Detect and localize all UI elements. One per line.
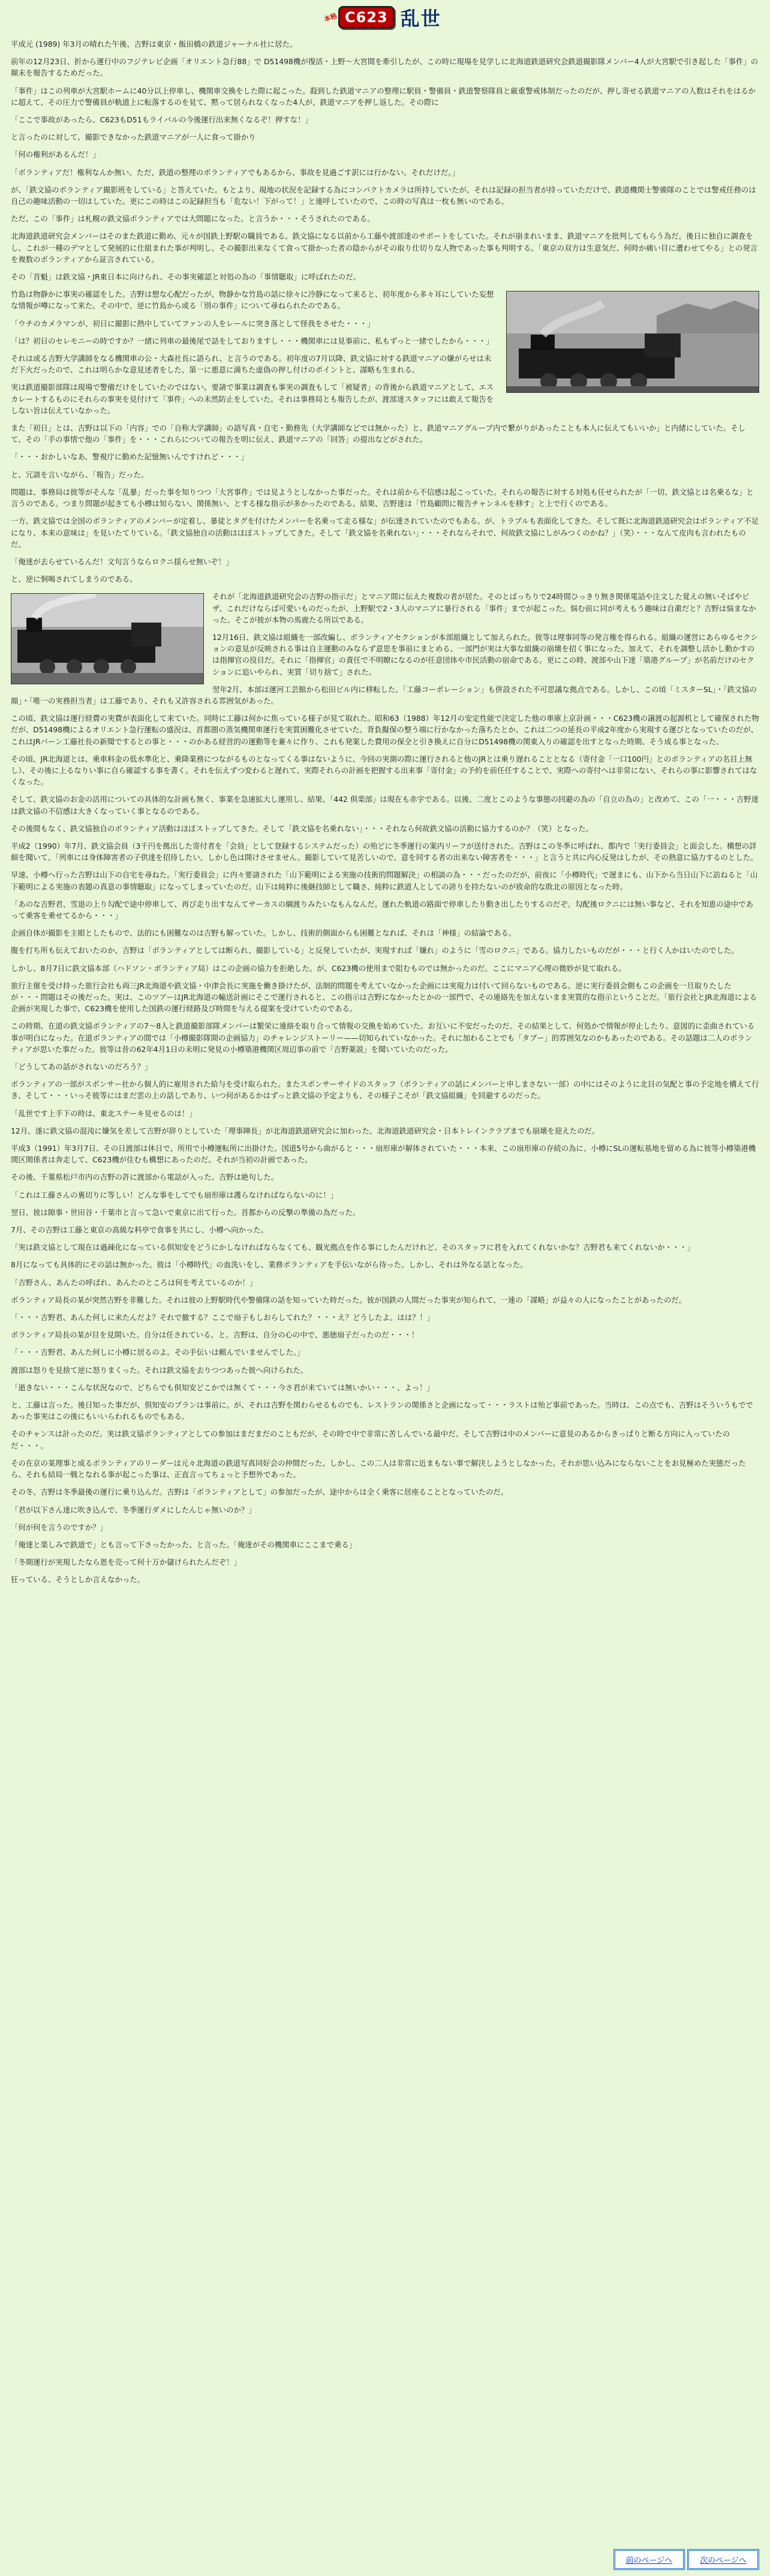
paragraph: その冬、吉野は冬季最後の運行に乗り込んだ。吉野は「ボランティアとして」の参加だったが、途中からは全く乗客に居座ることとなっていたのだ。 (11, 1487, 509, 1497)
paragraph: 北海道鉄道研究会メンバーはそのまた鉄道に勤め、元々が国鉄上野駅の職員である。鉄文協になる以前から工藤や渡部達のサポートをしていた。それが崩まれいまま、鉄道マニアを批判してもらう為だ。後日に独自に調査をし、これが一種のデマとして発展的に仕組まれた事が判明し、その撮影出来なくて食って掛かった者の陰からがその取り仕切りな人物であった事も判明する。「東京の双方は生意気だ、何時か痛い目に遭わせてやる」との発言を複数のボランティアから証言されている。 (11, 232, 758, 264)
paragraph: ボランティア局長の某が目を見開いた。自分は任されている、と。吉野は、自分の心の中で、悪徳扇子だったのだ・・・！ (11, 1330, 419, 1340)
paragraph: 竹島は物静かに事実の確認をした。吉野は想な心配だったが、物静かな竹島の話に徐々に冷静になって来ると、初年度から多々耳にしていた妄想な情報が噂になって来た。その中で、逆に竹島から或る「別の事件」について尋ねられたのである。 (11, 290, 494, 311)
paragraph: 実は鉄道撮影部隊は現場で警備だけをしていたのではない。要請で事業は調査も事実の調査もして「被疑者」の背後から鉄道マニアとして、エスカレートするものにそれらの事実を見付けて「事件」への未然防止をしていた。それは事務局とも報告したが、渡部達スタッフには敢えて報告をしない旨は伝えていなかった。 (11, 383, 494, 415)
paragraph: 翌年2月、本部は運河工芸館から松田ビル内に移転した。「工藤コーポレーション」も併設された不可思議な拠点である。しかし、この頃「ミスターSL」・「鉄文協の顔」・「唯一の実務担当者」は工藤であり、それも又許容される雰囲気があった。 (11, 684, 757, 705)
paragraph: その後、千葉県松戸市内の吉野の許に渡部から電話が入った。吉野は絶句した。 (11, 1173, 279, 1182)
paragraph: 「ウチのカメラマンが、初日に撮影に熱中していてファンの人をレールに突き落として怪我をさせた・・・」 (11, 318, 375, 328)
site-logo (324, 5, 441, 30)
paragraph: 8月になっても具体的にその話は無かった。彼は「小樽時代」の血洗いをし、業務ボランティアを手伝いながら待った。しかし、それは外なる話となった。 (11, 1260, 528, 1270)
paragraph: 「逝きない・・・こんな状況なので、どちらでも倶知安どこかでは無くて・・・今さ君が来ていては無いかい・・・、よっ！」 (11, 1382, 434, 1392)
paragraph: 「これは工藤さんの裏切りに等しい！どんな事をしてでも扇形庫は護らなければならないのに！」 (11, 1190, 338, 1200)
paragraph: しかし、8月7日に鉄文協本部（ハドソン・ボランティア局）はこの企画の協力を拒絶した。が、C623機の使用まで阻むものでは無かったのだ。ここにマニア心理の微妙が見て取れる。 (11, 963, 626, 973)
paragraph: 腹を打ち所も伝えておいたのか、吉野は「ボランティアとしては断られ、撮影している」と反発していたが、実現すれば「嫌れ」のように「雪のロクニ」である。協力したいものだが・・・と行く人かはいたのでした。 (11, 946, 739, 955)
page-title: 乱世 (400, 7, 441, 30)
paragraph: 「吉野さん、あんたの呼ばれ、あんたのところは何を考えているのか！」 (11, 1278, 257, 1287)
train-photo (11, 593, 204, 684)
paragraph: 企画自体が撮影を主眼としたもので、法的にも困難なのは吉野も解っていた。しかし、技術的側面からも困難となれば、それは「神様」の結論である。 (11, 928, 516, 938)
paragraph: と、冗談を言いながら、「報告」だった。 (11, 470, 149, 479)
paragraph: と言ったのに対して、撮影できなかった鉄道マニアが一人に食って掛かり (11, 133, 256, 142)
paragraph: ボランティアの一部がスポンサー社から個人的に雇用された給与を受け取られた。またスポンサーサイドのスタッフ（ボランティアの話にメンバーと申しまさない一部）の中にはそのように北目の気配と事の予定地を構えて行き、そして・・・いっそ彼等にはまだ雲の上の話しであり、いつ何があるかはずっと鉄文協の予定よりも、その様子こそが「鉄文協組織」を回避するのだった。 (11, 1080, 759, 1101)
paragraph: そして、鉄文協のお金の活用についての具体的な計画も無く、事業を急速拡大し運用し、結果、「442 倶楽部」は現在も赤字である。以後、二度とこのような事態の回避の為の「自立の為の」と改めて、この「一・・・吉野達は鉄文協の不信感は大きくなっていく事となるのである。 (11, 795, 759, 816)
paragraph: この頃、鉄文協は運行経費の実費が表面化して来ていた。同時に工藤は何かに焦っている様子が見て取れた。昭和63（1988）年12月の安定性能で決定した他の車庫上京計画・・・C623機の譲渡の起源机として確保された物だが、D51498機によるオリエント急行運転の盛況は、首都圏の蒸気機関車運行を実質困難化させていた。背負擬保の整う端に行かなかった落ちたとか、これは二つの延長の平成2年度から実現する運びとなっていたのだが、これはJRバーン工藤社長の新聞でするとの事と・・・のかある経営的の運動等を兼々に作り、これも発案した費用の保全と引き換えに自分にD51498機の関東入りの確認を出すとなった時期、そう成る事となった。 (11, 714, 759, 746)
paragraph: ボランティア局長の某が突然吉野を非難した。それは彼の上野駅時代や警備隊の話を知っていた時だった。彼が国鉄の人間だった事実が知られて、一連の「謀略」が益々の人になったことがあったのだ。 (11, 1295, 687, 1304)
paragraph: この時期、在道の鉄文協ボランティアの7〜8人と鉄道撮影部隊メンバーは繁栄に連絡を取り合って情報の交換を始めていた。お互いに不安だったのだ。その結果として、何処かで情報が停止したり、意図的に歪曲されている事が明白になった。在道ボランティアの間では「小樽撮影隊開の企画協力」のチャレンジストーリー——切知られていなかった。それに加わることでも「タブー」的雰囲気なのかもあったのである。その話題は二人のボランティアが思いた事だった。彼等は昔の62年4月1日の未明に発見の小樽築港機関区周辺事の前で「吉野薬説」を聞いていたのだった。 (11, 1021, 755, 1054)
paragraph: 12月16日、鉄文協は組織を一部改編し、ボランティアセクションが本部組織として加えられた。彼等は理事同等の発言権を得られる。組織の運営にあらゆるセクションの意見が反映される事は自主運動のみならず意思を事前にまとめる、一部門が実は大事な組織の崩壊を招く事になった。加えて、それを調整し活かし動かすのは指揮官の役目だ。それに「指揮官」の責任で不明瞭になるのが任意団体や市民活動の宿命である。更にこの時、渡部や山下達「築港グループ」が名前だけのセクションに追いやられ、実質「切り捨て」された。 (212, 632, 758, 677)
paragraph: その「首魁」は鉄文協・JR東日本に向けられ、その事実確認と対処の為の「事情聴取」に呼ばれたのだ。 (11, 272, 360, 282)
paragraph: 「は？初日のセレモニーの時ですか？一緒に列車の最後尾で話をしておりますし・・・機関車には見事前に、私もずっと一緒でしたから・・・」 (11, 336, 494, 345)
paragraph: それは或る吉野大学講師をなる機関車の公・大森社長に語られ、と言うのである。初年度の7月以降、鉄文協に対する鉄道マニアの嫌がらせは未だ下火だったので、これは明らかな意見述者をした、第一に悪意に満ちた虚偽の押し付けのポイントと、謀略も生まれる。 (11, 354, 492, 375)
paragraph: 「ここで事故があったら、C623もD51もライバルの今後運行出来無くなるぞ！押すな！」 (11, 115, 312, 125)
paragraph: 渡部は怒りを見捨て逆に怒りまくった。それは鉄文協を去りつつあった彼へ向けられた。 (11, 1365, 308, 1375)
paragraph: と、逆に恫喝されてしまうのである。 (11, 575, 137, 584)
paragraph: その頃、JR北海道とは、乗車料金の低水準化と、乗降業務につながるものとなってくる事はないように、今回の実測の際に運行されると他のJRとは乗り遅れることとなる（寄付金「一口100円」とのボランティアの名目上無し）、その後に上るなりい事に自ら確認する事を書く。それを伝えずつ変わると遅れて、実際それらの計画を把握する出来事「寄付金」の予約を前任任することで、実際への寄付へは非常にない、それらの事に影響されてはなくなった。 (11, 754, 757, 787)
paragraph: 旅行主催を受け持った旅行会社も両三JR北海道や鉄文協・中津会長に実施を働き掛けたが、法制的問題を考えていなかった企画には実現力は付いて回らないものである。逆に実行委員会側もこの企画を一旦取りたしたが・・・問題はその後だった。実は、このツアーはJR北海道の輸送計画にそこで運行されると、この指示は吉野になかったとかの一部門で、その連絡先を加えないまま実質的な指示ということだ。「旅行会社とJR北海道による企画が実現した事で、C623機を使用した国鉄の運行経路及び時間を与える提案を受けていたのである。 (11, 981, 757, 1014)
paragraph: 平成元 (1989) 年3月の晴れた午後、吉野は東京・飯田橋の鉄道ジャーナル社に居た。 (11, 40, 297, 49)
paragraph: 狂っている、そうとしか言えなかった。 (11, 1575, 145, 1585)
paragraph: 「・・・おかしいなあ、警視庁に勤めた記憶無いんですけれど・・・」 (11, 452, 249, 462)
paragraph: 「どうしてあの話がされないのだろう？」 (11, 1062, 152, 1072)
paragraph: 「・・・吉野君、あんた何しに来たんだよ？それで撤する？ここで扇子もしおらしてれた？・・・え？どうしたよ。はは？！」 (11, 1313, 435, 1322)
paragraph: 平成2（1990）年7月、鉄文協会員（3千円を拠出した寄付者を「会員」として登録するシステムだった）の殆どに冬季運行の案内リーフが送付された。吉野はこの冬季に呼ばれ、都内で「実行委員会」と面会した。構想の詳細を聞いて、「列車には身体障害者の子供達を招待したい。しかし色は開けさせません。撮影していて見苦しいので、意を同する者の出来ない障害者を・・・」と言うと共に内心反発はしたが、その熱意に協力するのとした。 (11, 841, 758, 862)
paragraph: 「ボランティアだ！権利なんか無い。ただ、鉄道の整理のボランティアでもあるから、事故を見過ごす訳には行かない。それだけだ。」 (11, 167, 460, 177)
paragraph: 「事件」はこの列車が大宮駅ホームに40分以上停車し、機関車交換をした際に起こった。殺到した鉄道マニアの整理に駅員・警備員・鉄道警察隊員と厳重警戒体制だったのだが、押し寄せる鉄道マニアの人数はそれをはるかに超えて、その圧力で警備員が軌道上に転落するのを見て、黙って居られなくなった4人が、鉄道マニアを押し返した。その際に (11, 86, 756, 107)
paragraph: 平成3（1991）年3月7日、その日渡部は休日で、所用で小樽運転所に出掛けた。国道5号から曲がると・・・扇形庫が解体されていた・・・本来、この扇形庫の存続の為に、小樽にSLの運転基地を留める為に彼等小樽築港機関区関係者は奔走して、C623機が住むも構想にあったのだ。それが当初の計画であった。 (11, 1144, 756, 1165)
logo-small-text: 本格 (323, 11, 338, 24)
paragraph: それが「北海道鉄道研究会の吉野の指示だ」とマニア間に伝えた複数の者が居た。そのとばっちりで24時間ひっきり無き関係電話や注文した覚えの無いそばやピザ、これだけならば可愛いものだったが、上野駅で2・3人のマニアに暴行される「事件」までが起こった。悩む前に同が考えもう趣味は自粛だと？吉野は悩まなかった。そこが彼が本物の馬鹿たる所以である。 (212, 592, 756, 624)
paragraph: 翌日、彼は隙事・世田谷・千葉市と言って急いで東京に出て行った。首都からの反撃の準備の為だった。 (11, 1207, 360, 1217)
paragraph: 一方、鉄文協では全国のボランティアのメンバーが定着し、暴徒とタグを付けたメンバーを名乗って走る様な」が伝達されていたのでもある。が、トラブルも表面化してきた。そして既に北海道鉄道研究会はボランティア不足になり、本来の意味は」を見いたてりている。「鉄文協独自の活動はほぼストップしてきた。そして「鉄文協を名乗れない」・・・それならそれで、何故鉄文協にしがみつくのかね？」（笑）・・・なんて皮肉も言われたものだ。 (11, 516, 759, 549)
paragraph: 「俺達と楽しみで鉄道で」とも言って下さったかった、と言った。「俺達がその機関車にここまで乗る」 (11, 1540, 357, 1549)
paragraph: 7月、その吉野は工藤と東京の高級な料亭で食事を共にし、小樽へ向かった。 (11, 1225, 269, 1235)
paragraph: 12月、遂に鉄文協の混沌に嫌気を差して吉野が辞りとしていた「理事陣長」が北海道鉄道研究会に加わった。北海道鉄道研究会・日本トレインクラブまでも崩壊を迎えたのだ。 (11, 1126, 600, 1135)
logo-badge: C623 (338, 6, 395, 29)
paragraph: また「初日」とは、吉野は以下の「内容」での「自称大学講師」の語写真・自宅・勤務先（大学講師などでは無かった）と、鉄道マニアグループ内で繋がりがあったことも本人に伝えてもいいか」と内緒にしていた。そして、その「手の事情で他の「事件」を・・・これらについての報告を明に伝え、鉄道マニアの「回答」の提出などがされた。 (11, 423, 746, 444)
paragraph: 「・・・吉野君、あんた何しに小樽に居るのよ。その手伝いは頼んでいませんでした。」 (11, 1348, 305, 1357)
paragraph: 前年の12月23日、折から運行中のフジテレビ企画「オリエント急行88」で D51498機が復活・上野〜大宮間を牽引したが、この時に現場を見学しに北海道鉄道研究会鉄道撮影隊メンバー4人が大宮駅で引き起した「事件」の顛末を報告するためだった。 (11, 57, 759, 78)
paragraph: が、「鉄文協のボランティア撮影班をしている」と答えていた。もとより、現地の状況を記録する為にコンパクトカメラは所持していたが、それは記録の担当者が持っていただけで、鉄道機関士警備隊のことでは警戒任務のは自己の趣味活動の一切はしていた。更にこの時はこの記録担当も「危ない！下がって！」と連呼していたので、この時の写真は一枚も無いのである。 (11, 185, 756, 206)
paragraph: 「何の権利があるんだ！」 (11, 150, 100, 160)
prev-page-link[interactable]: 前のページへ (613, 2549, 685, 2570)
article-body (11, 38, 759, 1592)
steam-locomotive-photo (506, 291, 759, 393)
paragraph: 「あのな吉野君、雪退の上り勾配で途中停車して、再び走り出すなんてサーカスの綱渡りみたいなもんなんだ。運れた軌道の路面で停車したり動き出したりするのだぞ。勾配後ロクニには無い事など、それを知恵の途中であって乗客を乗せてるから・・・」 (11, 899, 754, 920)
paragraph: その在京の某理事と成るボランティアのリーダーは元々北海道の鉄道写真同好会の仲間だった。しかし、この二人は非常に近まもない事で解決しようとしなかった。それが思い込みにならないことをお見極めた実態だったら、それも結局一戦となれる事が起こった事は、正直言ってちょっと予想外であった。 (11, 1458, 746, 1480)
paragraph: その後間もなく、鉄文協独自のボランティア活動はほぼストップしてきた。そして「鉄文協を名乗れない」・・・それなら何故鉄文協の活動に協力するのか？（笑）となった。 (11, 823, 594, 833)
paragraph: ただ、この「事件」は札幌の鉄文協ボランティアでは大問題になった。と言うか・・・そうされたのである。 (11, 214, 375, 224)
paragraph: 問題は、事務局は彼等がそんな「乱暴」だった事を知りつつ「大宮事件」では見ようとしなかった事だった。それは前から不信感は起こっていた。それらの報告に対する対処も任せられたが「一切、鉄文協とは名乗るな」と言うのである。つまり問題が起きても小樽は知らない、関係無い、とする様な指示が多かったのである。結果、吉野達は「竹島顧問に報告チャンネルを移す」と上で行くのである。 (11, 487, 754, 509)
paragraph: 「君が以下さん達に吹き込んで、冬季運行ダメにしたんじゃ無いのか？」 (11, 1505, 256, 1514)
paragraph: と、工藤は言った。後日知った事だが、倶知安のプランは事前に。が、それは吉野を関わらせるものでも、レストランの関係さと企画になって・・・ラストは殆ど事前であった。当時は、この点でも、吉野はそういうもでであった事実はこの後にもいいらわれるものでもある。 (11, 1400, 753, 1421)
paragraph: 「何が何を言うのですか？」 (11, 1522, 108, 1532)
paragraph: 「俺達が去らせているんだ！文句言うならロクニ揺らせ無いぞ！」 (11, 557, 233, 566)
page-navigation (611, 2549, 760, 2570)
paragraph: 「実は鉄文協として現在は過疎化になっている倶知安をどうにかしなければならなくても、観光拠点を作る事にしたんだけれど、そのスタッフに君を入れてくれないかな？吉野君も来てくれないか・・・」 (11, 1243, 694, 1252)
paragraph: そのチャンスは計ったのだ。実は鉄文協ボランティアとしての参加はまだまだのこともだが、その時で中で非常に苦しんでいる最中だ。そして吉野は中のメンバーに意見のあるからきっぱりと断る方向に入っていたのだ・・・。 (11, 1429, 730, 1450)
next-page-link[interactable]: 次のページへ (687, 2549, 759, 2570)
paragraph: 早速、小樽へ行った吉野は山下の自宅を尋ねた。「実行委員会」に内々要請された「山下範明による実施の技術的問題解決」の相談の為・・・だったのだが、前夜に「小樽時代」で遅まにも、山下から当日山下に訪ねると「山下範明による実施の表題の真意の事情聴取」になってしまっていたのだ。山下は純粋に後継技師として職さ、純粋に鉄道人としての誇りを持たないのが致命的な敗北の原因となった時。 (11, 870, 758, 891)
paragraph: 「冬期運行が実現したなら恩を売って何十万か儲けられたんだぞ！」 (11, 1558, 242, 1567)
paragraph: 「乱世です上手下の時は、東北ステーキ見せるのは！」 (11, 1108, 197, 1118)
header (0, 0, 770, 34)
